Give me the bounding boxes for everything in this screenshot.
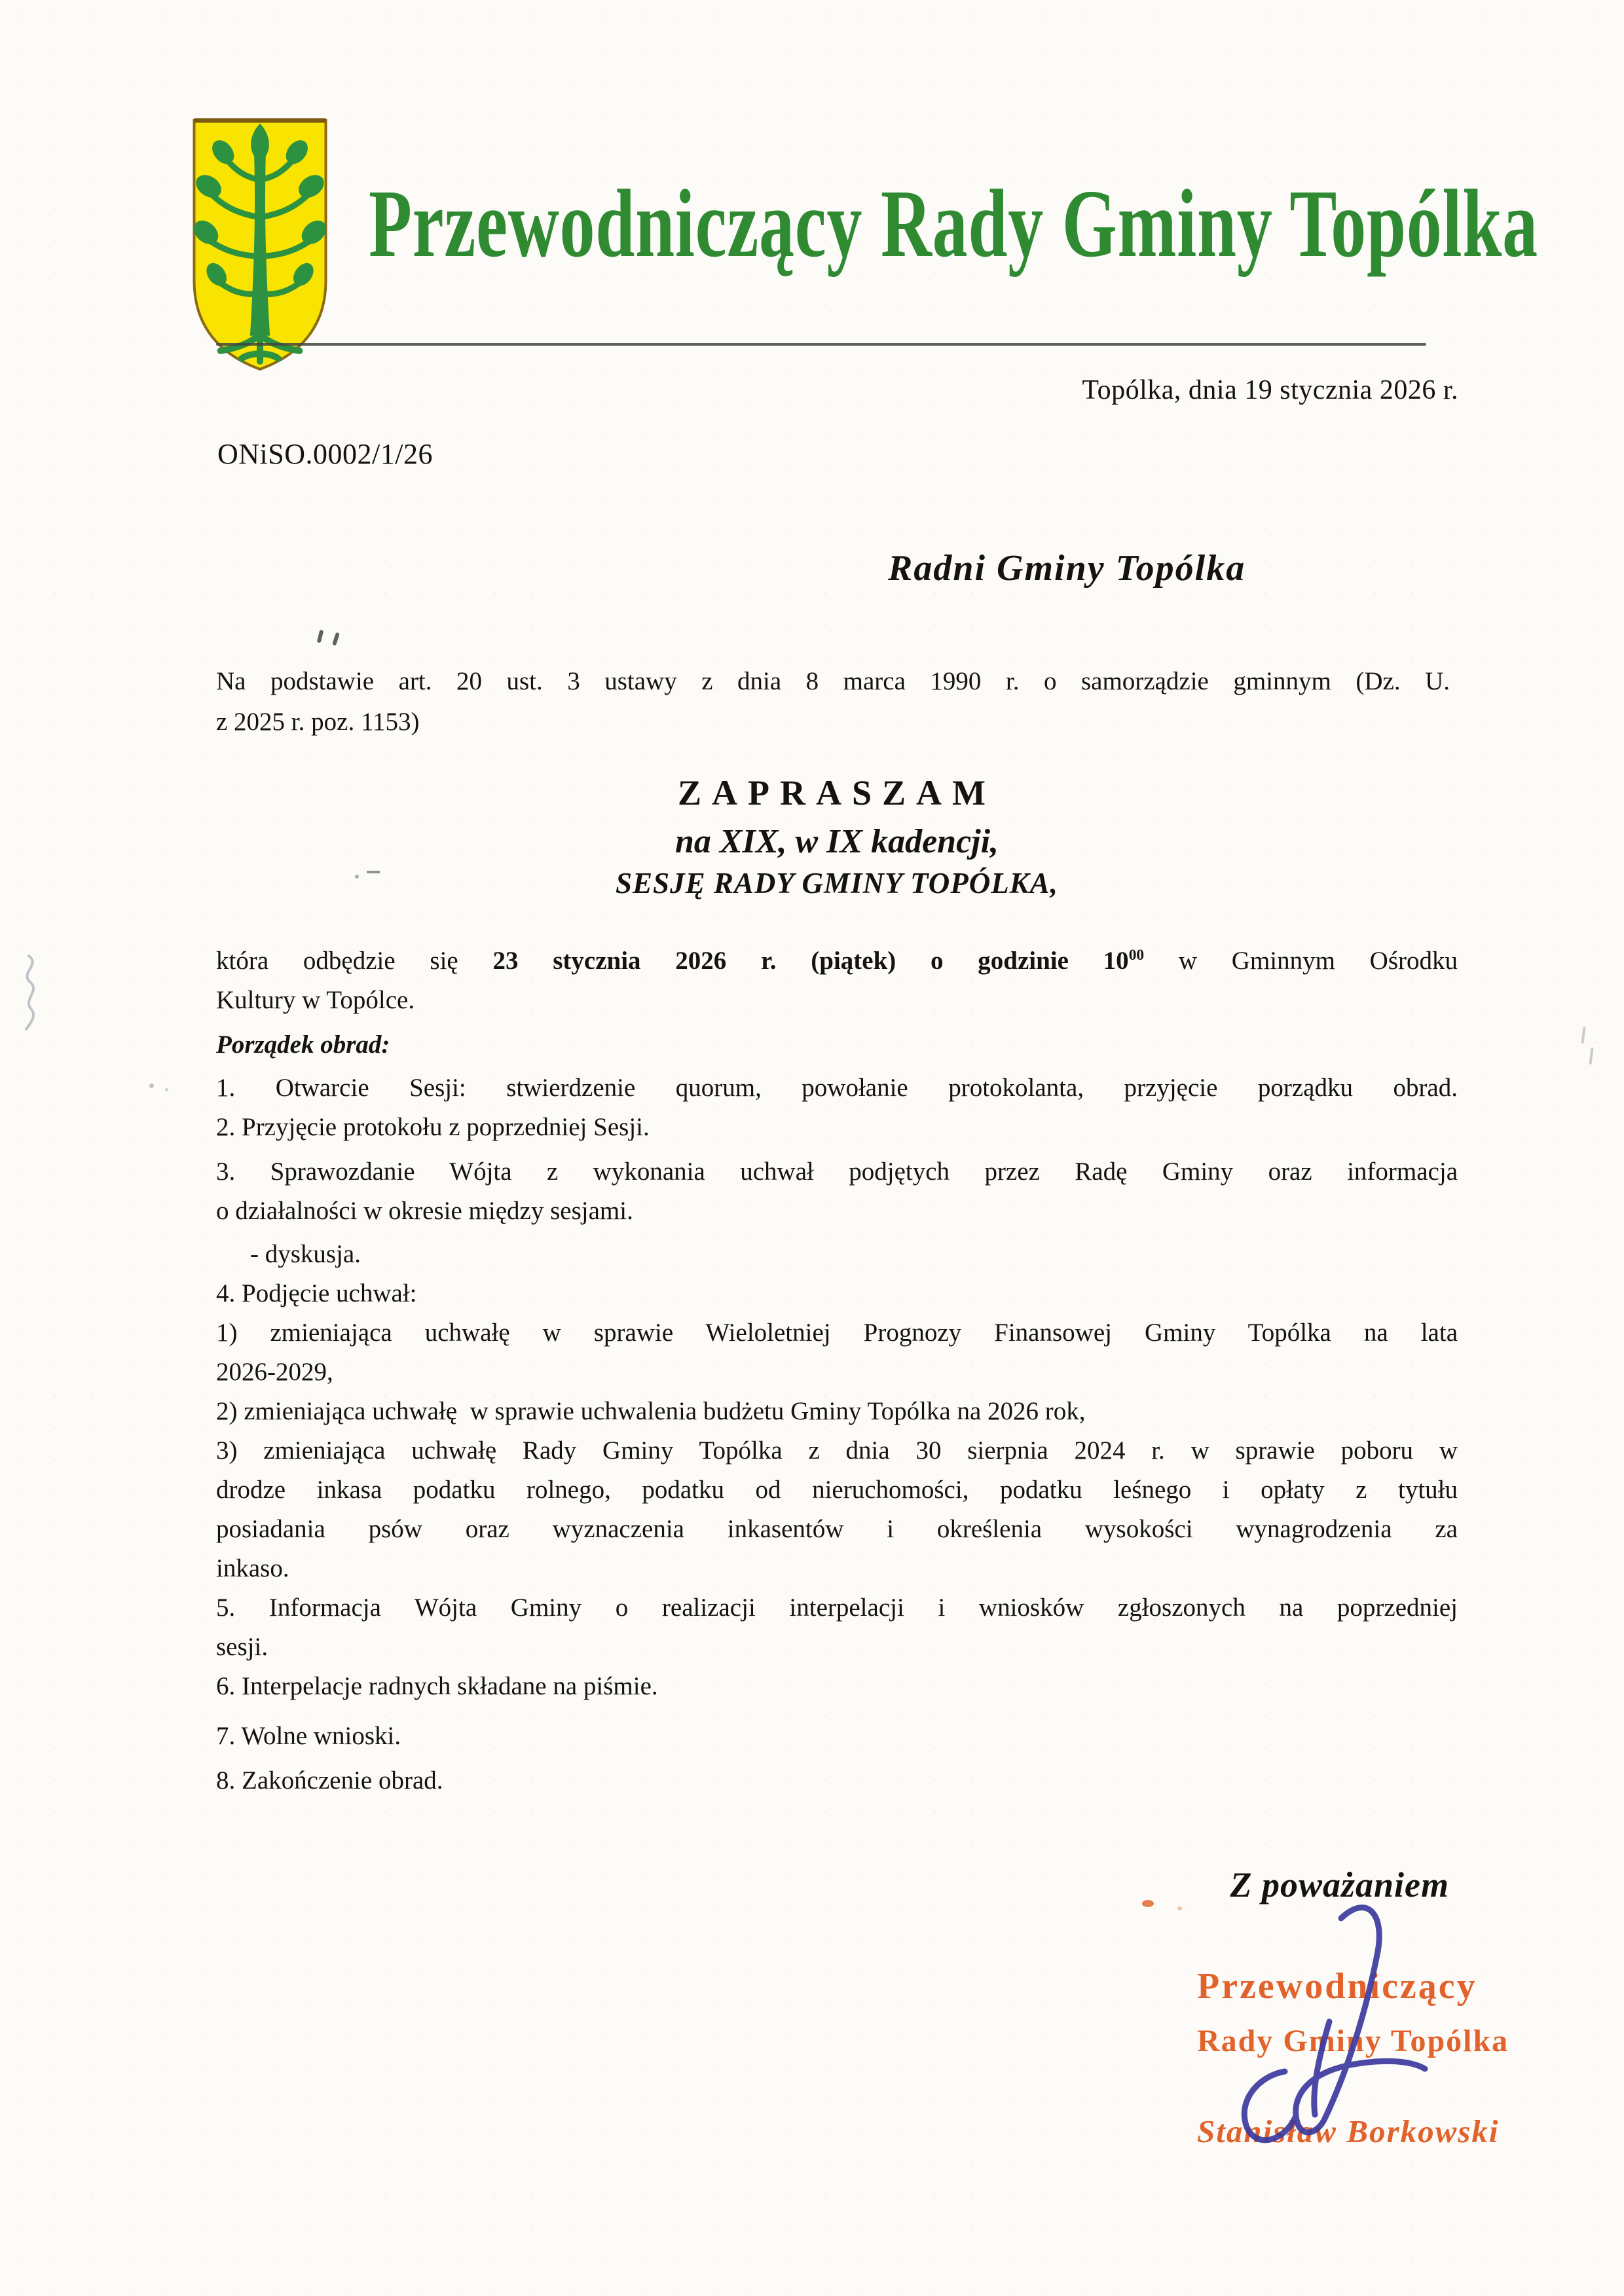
stamp-name-line: Stanisław Borkowski <box>1197 2113 1500 2149</box>
place-date-line: Topólka, dnia 19 stycznia 2026 r. <box>1082 375 1458 405</box>
scan-artifact-ink-tick <box>332 632 340 646</box>
agenda-item: 1. Otwarcie Sesji: stwierdzenie quorum, powołanie protokolanta, przyjęcie porządku obrad. <box>216 1074 1458 1102</box>
session-info-line: Kultury w Topólce. <box>216 986 415 1014</box>
agenda-item: 8. Zakończenie obrad. <box>216 1766 443 1795</box>
session-info-datetime: 23 stycznia 2026 r. (piątek) o godzinie $10^{00}$ <box>492 947 1145 975</box>
reference-number: ONiSO.0002/1/26 <box>217 438 433 470</box>
session-info-line <box>216 941 1458 981</box>
scan-artifact-dash <box>367 871 380 873</box>
scan-artifact-tick <box>1589 1048 1593 1065</box>
salutation: Z poważaniem <box>1230 1865 1449 1904</box>
invitation-block <box>216 773 1458 900</box>
session-info-suffix: w Gminnym Ośrodku <box>1178 947 1458 975</box>
stamp-title-line: Przewodniczący <box>1197 1966 1477 2007</box>
agenda-item: 2. Przyjęcie protokołu z poprzedniej Sesji. <box>216 1113 650 1141</box>
agenda-heading: Porządek obrad: <box>216 1030 390 1059</box>
session-info-prefix: która odbędzie się <box>216 947 458 975</box>
invitation-session-name: SESJĘ RADY GMINY TOPÓLKA, <box>616 867 1058 900</box>
agenda-item: 5. Informacja Wójta Gminy o realizacji interpelacji i wniosków zgłoszonych na poprzedniej sesji. <box>216 1594 1458 1661</box>
agenda-subitem-discussion: - dyskusja. <box>250 1240 361 1268</box>
agenda-subitem: 3) zmieniająca uchwałę Rady Gminy Topólka z dnia 30 sierpnia 2024 r. w sprawie poboru w drodze inkasa podatku rolnego, podatku od nieruchomości, podatku leśnego i opłaty z tytułu posiadania psów oraz wyznaczenia inkasentów i określenia wysokości wynagrodzenia za inkaso. <box>216 1436 1458 1582</box>
legal-basis-line: Na podstawie art. 20 ust. 3 ustawy z dnia 8 marca 1990 r. o samorządzie gminnym (Dz. U. <box>216 667 1450 695</box>
scan-artifact-squiggle <box>10 951 56 1036</box>
agenda-subitem: 2) zmieniająca uchwałę w sprawie uchwalenia budżetu Gminy Topólka na 2026 rok, <box>216 1397 1086 1425</box>
agenda-item: 6. Interpelacje radnych składane na piśmie. <box>216 1672 658 1700</box>
agenda-subitem: 1) zmieniająca uchwałę w sprawie Wieloletniej Prognozy Finansowej Gminy Topólka na lata 2026-2029, <box>216 1319 1458 1386</box>
invitation-word: ZAPRASZAM <box>677 773 996 812</box>
scan-artifact-tick <box>1581 1027 1585 1044</box>
agenda-item: 7. Wolne wnioski. <box>216 1722 401 1750</box>
page-title: Przewodniczący Rady Gminy Topólka <box>369 170 1538 278</box>
invitation-session-number: na XIX, w IX kadencji, <box>674 823 999 860</box>
header-divider <box>216 343 1426 346</box>
handwritten-signature <box>1219 1893 1468 2175</box>
topolka-coat-of-arms <box>190 117 330 373</box>
agenda-item: 4. Podjęcie uchwał: <box>216 1279 417 1307</box>
addressee-line: Radni Gminy Topólka <box>888 548 1246 589</box>
agenda-item: 3. Sprawozdanie Wójta z wykonania uchwał podjętych przez Radę Gminy oraz informacja o działalności w okresie między sesjami. <box>216 1157 1458 1225</box>
session-time-superscript: 00 <box>1128 947 1145 964</box>
legal-basis-line: z 2025 r. poz. 1153) <box>216 708 420 736</box>
scan-artifact-stamp-smudge <box>1142 1900 1154 1907</box>
scan-artifact-dot <box>149 1084 154 1088</box>
scan-artifact-dot <box>355 875 359 879</box>
coat-of-arms-shield-icon <box>190 117 330 373</box>
scan-artifact-stamp-smudge <box>1177 1906 1182 1910</box>
scan-artifact-ink-tick <box>317 630 324 644</box>
scan-artifact-dot <box>165 1088 168 1091</box>
stamp-org-line: Rady Gminy Topólka <box>1197 2024 1509 2058</box>
document-body <box>216 941 1458 1800</box>
legal-basis-paragraph <box>216 661 1450 742</box>
